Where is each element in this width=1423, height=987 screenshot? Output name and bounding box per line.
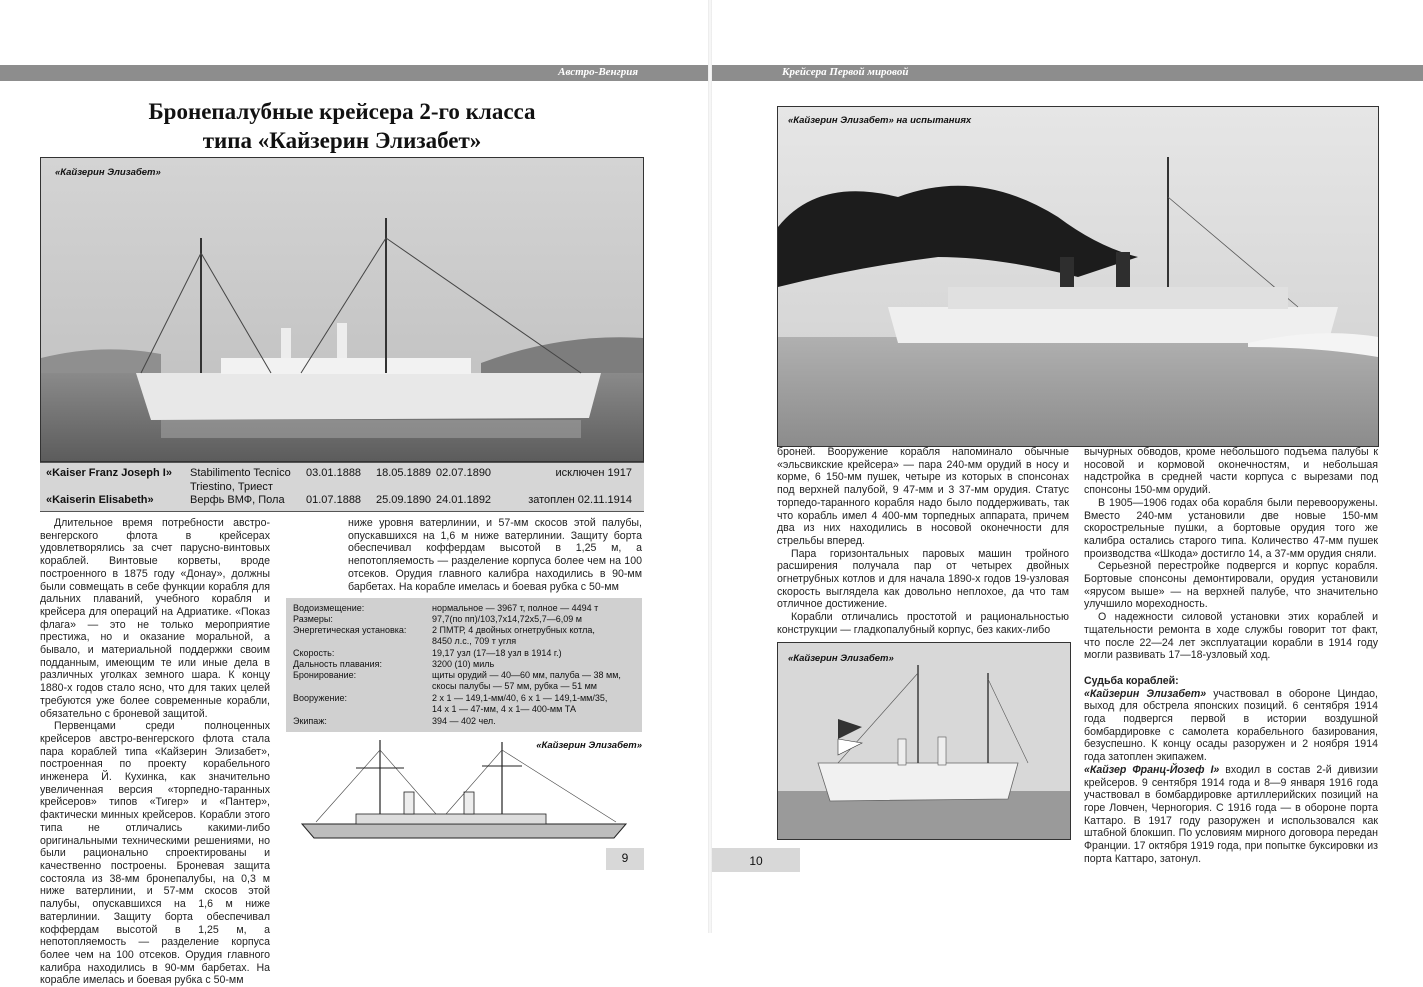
ship2-fate: затоплен 02.11.1914 [528,494,632,506]
spec-value: 97,7(по пп)/103,7х14,72х5,7—6,09 м [432,614,582,624]
page-number-10: 10 [712,848,800,872]
spec-key: Бронирование: [293,670,357,680]
fate-heading: Судьба кораблей: [1084,674,1179,687]
paragraph: Корабли отличались простотой и рациональностью конструкции — гладкопалубный корпус, без каких-либо [777,611,1069,636]
paragraph: Серьезной перестройке подвергся и корпус корабля. Бортовые спонсоны демонтировали, орудия установили «ярусом выше» — на верхней палубе, что значительно улучшило мореходность. [1084,560,1378,611]
ship1-name: «Kaiser Franz Joseph I» [46,467,172,479]
spec-value: 2 х 1 — 149,1-мм/40, 6 х 1 — 149,1-мм/35, [432,693,608,703]
paragraph: Пара горизонтальных паровых машин тройного расширения получала пар от четырех двойных огнетрубных котлов и для начала 1890-х годов 19-узловая скорость выглядела как довольно неплохое, да что там отличное достижение. [777,547,1069,611]
paragraph: О надежности силовой установки этих кораблей и тщательности ремонта в ходе службы говорит тот факт, что после 22—24 лет эксплуатации корабли в 1914 году могли развивать 17—18-узловый ход. [1084,611,1378,662]
fate1-ship-name: «Кайзерин Элизабет» [1084,687,1207,700]
spread-gutter [708,0,712,933]
ship1-fate: исключен 1917 [555,467,632,479]
running-header-left [0,65,708,81]
paragraph: Первенцами среди полноценных крейсеров австро-венгерского флота стала пара кораблей типа «Кайзерин Элизабет», построенная по проекту корабельного инженера Й. Кухинка, как значительно увеличенная версия «торпедно-таранных крейсеров» типов «Тигер» и «Пантер», фактически минных крейсеров. Корабли этого типа не отличались какими-либо оригинальными техническими решениями, но были рационально спроектированы и качественно построены. Броневая защита состояла из 38-мм бронепалубы, на 0,3 м ниже ватерлинии, и 57-мм скосов этой палубы, опускавшихся на 1,6 м ниже ватерлинии. Защиту борта обеспечивал коффердам высотой в 1,25 м, а непотопляемость — разделение корпуса более чем на 100 отсеков. Орудия главного калибра находились в 90-мм барбетах. На корабле имелась и боевая рубка с 50-мм [40,720,270,987]
ship1-commissioned: 02.07.1890 [436,467,492,479]
spec-value: 8450 л.с., 709 т угля [432,636,517,646]
paragraph: броней. Вооружение корабля напоминало обычные «эльсвикские крейсера» — пара 240-мм орудий в носу и корме, 6 150-мм пушек, четыре из которых в спонсонах под верхней палубой, 9 47-мм и 3 37-мм орудия. Статус торпедо-таранного корабля надо было поддерживать, так что корабль имел 4 400-мм торпедных аппарата, причем два из них находились в носовой оконечности для стрельбы вперед. [777,446,1069,547]
spec-key: Экипаж: [293,716,327,726]
spec-value: 2 ПМТР, 4 двойных огнетрубных котла, [432,625,595,635]
page9-column-1 [40,517,270,987]
drawing-caption: «Кайзерин Элизабет» [536,740,642,751]
paragraph: Длительное время потребности австро-венгерского флота в крейсерах удовлетворялись за счет парусно-винтовых кораблей. Винтовые корветы, вроде построенного в 1875 году «Донау», должны были совмещать в себе функции корабля для дальних плаваний, учебного корабля и крейсера для операций на Адриатике. «Показ флага» — это не только мероприятие престижа, но и оказание моральной, а бывало, и материальной поддержки своим подданным, имеющим те или иные дела в различных уголках земного шара. К концу 1880-х годов стало ясно, что для таких целей требуются уже более современные корабли, обязательно с броневой защитой. [40,517,270,720]
spec-value: нормальное — 3967 т, полное — 4494 т [432,603,599,613]
trials-photo-caption: «Кайзерин Элизабет» на испытаниях [788,115,972,126]
title-line-1: Бронепалубные крейсера 2-го класса [148,99,536,124]
ship1-launched: 18.05.1889 [376,467,432,479]
fate2-ship-name: «Кайзер Франц-Йозеф I» [1084,763,1220,776]
main-ship-photo [40,157,644,462]
main-photo-caption: «Кайзерин Элизабет» [55,167,161,178]
second-ship-photo [777,642,1071,840]
spec-key: Дальность плавания: [293,659,383,669]
second-photo-caption: «Кайзерин Элизабет» [788,653,894,664]
ship2-name: «Kaiserin Elisabeth» [46,494,154,506]
running-header-right [712,65,1423,81]
article-title [40,97,644,155]
spec-key: Вооружение: [293,693,348,703]
page9-column-2-text [348,517,642,593]
paragraph: вычурных обводов, кроме небольшого подъема палубы к носовой и кормовой оконечностям, и небольшая надстройка в средней части корпуса с вырезами под спонсоны 150-мм орудий. [1084,446,1378,497]
fate1-text: участвовал в обороне Циндао, выход для обстрела японских позиций. 6 сентября 1914 года подвергся первой в истории воздушной бомбардировке с самолета корабельного базирования, безуспешно. К концу осады разоружен и 2 ноября 1914 года затоплен экипажем. [1084,687,1378,764]
ship1-builder: Stabilimento Tecnico [190,467,291,479]
page-number-9: 9 [606,848,644,870]
ship1-laid: 03.01.1888 [306,467,362,479]
ship1-builder2: Triestino, Триест [190,481,273,493]
ship2-laid: 01.07.1888 [306,494,362,506]
fate-paragraph-2 [1084,764,1378,866]
spec-value: 394 — 402 чел. [432,716,496,726]
spec-value: 3200 (10) миль [432,659,495,669]
spec-key: Энергетическая установка: [293,625,407,635]
ship-profile-drawing [296,736,644,846]
ships-table [40,462,644,512]
continuation-paragraph: ниже уровня ватерлинии, и 57-мм скосов этой палубы, опускавшихся на 1,6 м ниже ватерлинии. Защиту борта обеспечивал коффердам высотой в 1,25 м, а непотопляемость — разделение корпуса более чем на 100 отсеков. Орудия главного калибра находились в 90-мм барбетах. На корабле имелась и боевая рубка с 50-мм [348,517,642,593]
fate-paragraph-1 [1084,688,1378,764]
specifications-table [286,598,642,732]
header-right-text: Крейсера Первой мировой [782,66,909,78]
spec-value: щиты орудий — 40—60 мм, палуба — 38 мм, [432,670,621,680]
trials-photo [777,106,1379,447]
ship2-launched: 25.09.1890 [376,494,432,506]
spec-key: Размеры: [293,614,333,624]
header-left-text: Австро-Венгрия [558,66,638,78]
spec-value: 14 х 1 — 47-мм, 4 х 1— 400-мм ТА [432,704,577,714]
spec-value: скосы палубы — 57 мм, рубка — 51 мм [432,681,597,691]
page10-column-2 [1084,446,1379,865]
title-line-2: типа «Кайзерин Элизабет» [202,128,482,153]
spec-value: 19,17 узл (17—18 узл в 1914 г.) [432,648,562,658]
spec-key: Скорость: [293,648,335,658]
ship2-commissioned: 24.01.1892 [436,494,492,506]
fate2-text: входил в состав 2-й дивизии крейсеров. 9 сентября 1914 года и 8—9 января 1916 года участвовал в бомбардировке артиллерийских позиций на горе Ловчен, Черногория. С 1916 года — в обороне порта Каттаро. В 1917 году разоружен и использовался как штабной блокшип. По условиям мирного договора передан Франции. 17 октября 1919 года, при попытке буксировки из порта Каттаро, затонул. [1084,763,1379,865]
page10-column-1 [777,446,1069,636]
paragraph: В 1905—1906 годах оба корабля были перевооружены. Вместо 240-мм установили две новые 150-мм скорострельные пушки, а бортовые орудия того же калибра остались старого типа. Количество 47-мм пушек производства «Шкода» достигло 14, а 37-мм орудия сняли. [1084,496,1378,560]
spec-key: Водоизмещение: [293,603,365,613]
ship2-builder: Верфь ВМФ, Пола [190,494,285,506]
